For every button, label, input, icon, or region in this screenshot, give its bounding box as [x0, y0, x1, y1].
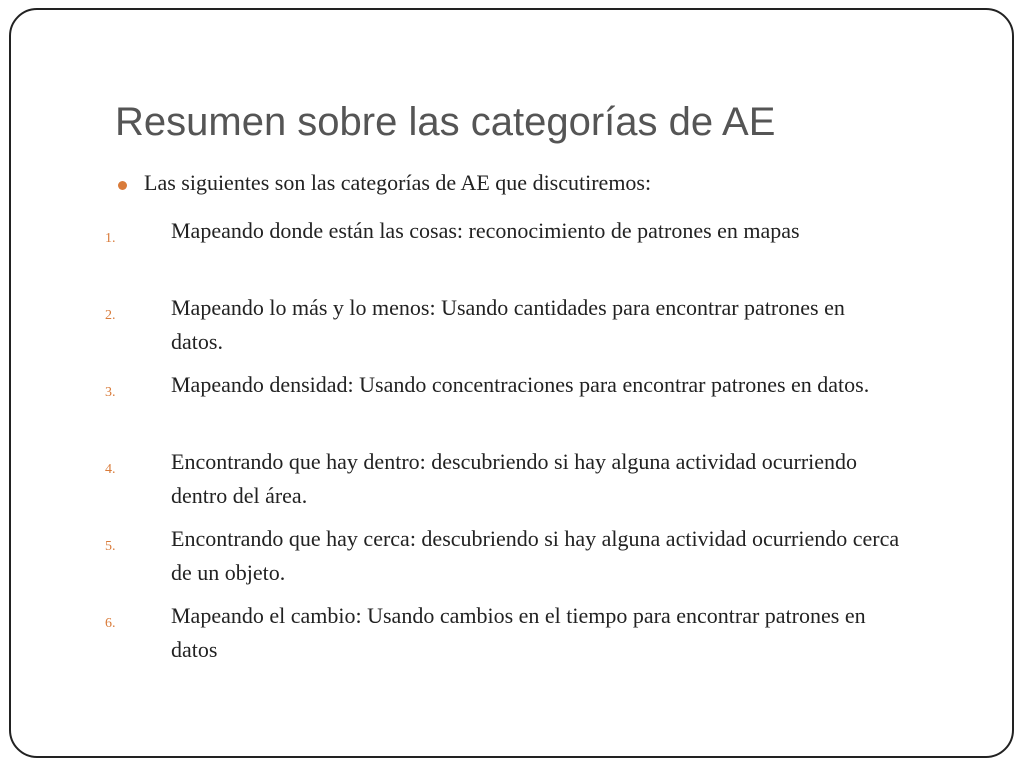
list-item-number: 5. — [105, 539, 116, 554]
list-item-number: 6. — [105, 616, 116, 631]
list-item-text: Mapeando donde están las cosas: reconocimiento de patrones en mapas — [171, 218, 800, 243]
list-item-text: Mapeando el cambio: Usando cambios en el tiempo para encontrar patrones en datos — [171, 603, 866, 662]
list-item-text: Encontrando que hay cerca: descubriendo si hay alguna actividad ocurriendo cerca de un objeto. — [171, 526, 900, 585]
intro-text: Las siguientes son las categorías de AE que discutiremos: — [144, 170, 652, 195]
list-item-number: 2. — [105, 308, 116, 323]
list-item-number: 1. — [105, 231, 116, 246]
slide-title: Resumen sobre las categorías de AE — [115, 100, 776, 144]
list-item-text: Mapeando lo más y lo menos: Usando cantidades para encontrar patrones en datos. — [171, 295, 845, 354]
list-item-text: Encontrando que hay dentro: descubriendo si hay alguna actividad ocurriendo dentro del área. — [171, 449, 858, 508]
list-item-text: Mapeando densidad: Usando concentraciones para encontrar patrones en datos. — [171, 372, 870, 397]
bullet-dot-icon — [118, 181, 127, 190]
list-item-number: 3. — [105, 385, 116, 400]
list-item-number: 4. — [105, 462, 116, 477]
